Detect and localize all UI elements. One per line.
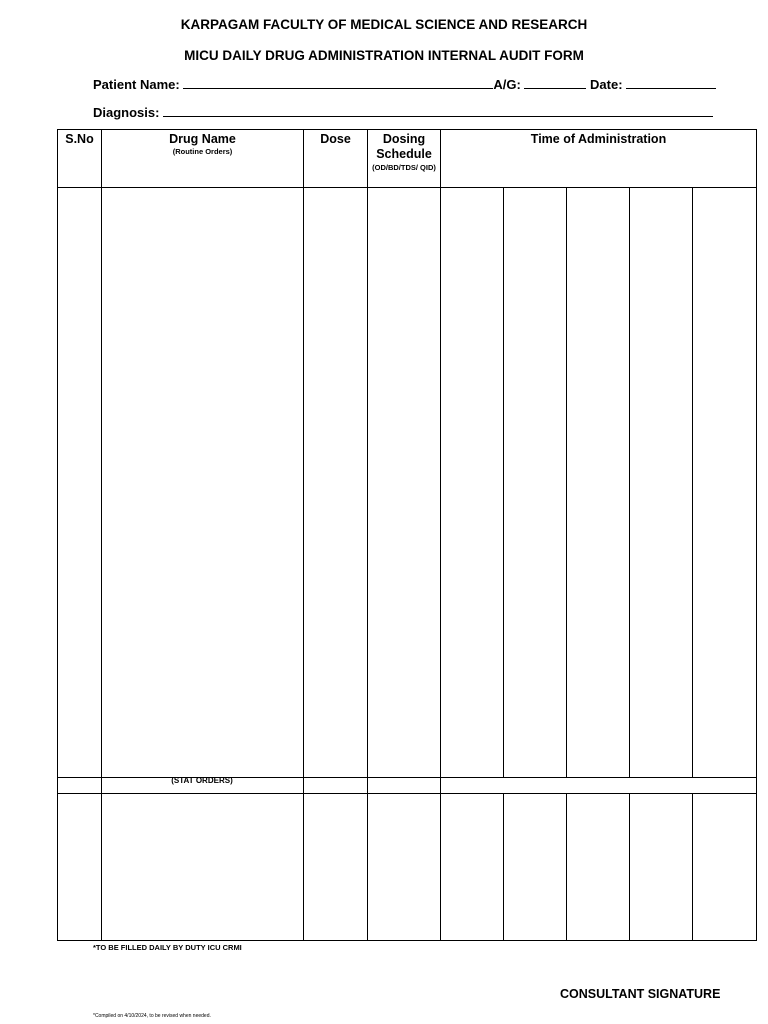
time-slot-divider bbox=[629, 793, 630, 940]
age-gender-label: A/G: bbox=[493, 77, 521, 92]
time-slot-divider bbox=[566, 793, 567, 940]
dosing-schedule-title: Dosing Schedule bbox=[376, 132, 432, 161]
col-header-dosing-schedule bbox=[368, 132, 440, 173]
age-gender-field[interactable] bbox=[524, 75, 586, 89]
diagnosis-field[interactable] bbox=[163, 103, 713, 117]
col-header-sno: S.No bbox=[65, 132, 94, 146]
stat-orders-label: (STAT ORDERS) bbox=[171, 776, 233, 785]
drug-administration-table bbox=[57, 129, 757, 941]
time-slot-divider bbox=[503, 187, 504, 777]
diagnosis-label: Diagnosis: bbox=[93, 105, 160, 120]
consultant-signature: CONSULTANT SIGNATURE bbox=[560, 987, 721, 1001]
col-header-time-of-administration: Time of Administration bbox=[530, 132, 667, 146]
footer-note: *TO BE FILLED DAILY BY DUTY ICU CRMI bbox=[93, 943, 242, 952]
col-header-drug-name bbox=[102, 132, 303, 156]
col-divider-dose bbox=[367, 130, 368, 940]
time-slot-divider bbox=[503, 793, 504, 940]
time-slot-divider bbox=[629, 187, 630, 777]
drug-name-subtitle: (Routine Orders) bbox=[172, 147, 233, 156]
col-divider-sno bbox=[101, 130, 102, 940]
form-title: MICU DAILY DRUG ADMINISTRATION INTERNAL AUDIT FORM bbox=[184, 48, 584, 63]
drug-name-title: Drug Name bbox=[169, 132, 236, 146]
patient-info-row bbox=[93, 75, 716, 92]
patient-name-label: Patient Name: bbox=[93, 77, 180, 92]
diagnosis-row bbox=[93, 103, 713, 120]
col-divider-schedule bbox=[440, 130, 441, 940]
header-divider bbox=[58, 187, 756, 188]
time-slot-divider bbox=[566, 187, 567, 777]
date-label: Date: bbox=[590, 77, 623, 92]
stat-bottom-divider bbox=[58, 793, 756, 794]
time-slot-divider bbox=[692, 793, 693, 940]
time-slot-divider bbox=[692, 187, 693, 777]
col-divider-drug bbox=[303, 130, 304, 940]
date-field[interactable] bbox=[626, 75, 716, 89]
dosing-schedule-subtitle: (OD/BD/TDS/ QID) bbox=[372, 163, 436, 172]
patient-name-field[interactable] bbox=[183, 75, 493, 89]
col-header-dose: Dose bbox=[320, 132, 351, 146]
institution-title: KARPAGAM FACULTY OF MEDICAL SCIENCE AND RESEARCH bbox=[180, 17, 588, 32]
compiled-note: *Compiled on 4/10/2024, to be revised when needed. bbox=[93, 1013, 211, 1019]
